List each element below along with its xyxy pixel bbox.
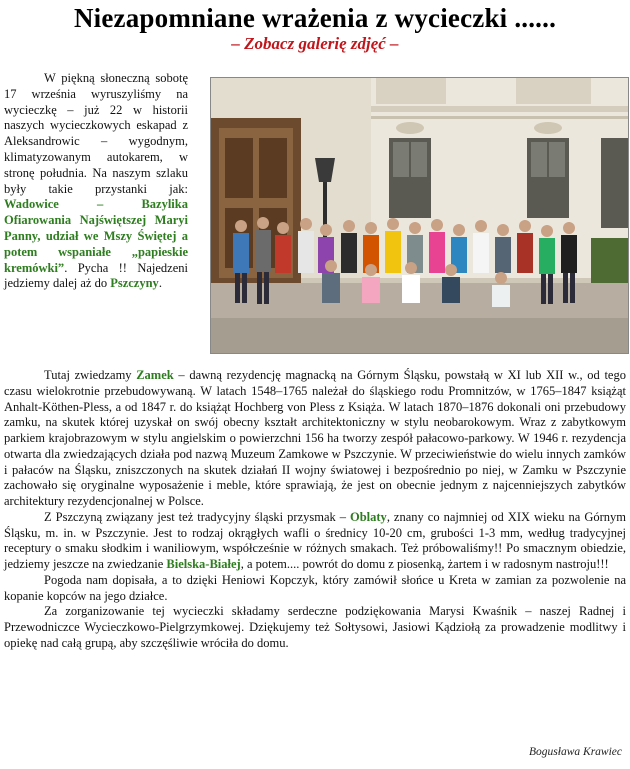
article-body [4,368,626,652]
paragraph-zamek [4,368,626,510]
highlight-oblaty: Oblaty [350,509,387,524]
paragraph-weather: Pogoda nam dopisała, a to dzięki Heniowi Kopczyk, który zamówił słońce u Kreta w zamian za pozwolenie na kopanie kopców na jego działce. [4,572,626,603]
paragraph-oblaty [4,510,626,573]
paragraph-text: , znany co najmniej od XIX wieku na Górnym Śląsku, m. in. w Pszczynie. Jest to rodzaj okrągłych wafli o średnicy 10-20 cm, grubości 1-3 mm, według tradycyjnej receptury o smaku słodkim i waniliowym, współcześnie w różnych smakach. Też próbowaliśmy!! Po smacznym obiedzie, jedziemy jeszcze na zwiedzanie [4,509,627,571]
intro-text-middle: . Pycha !! Najedzeni jedziemy dalej aż do [4,260,188,291]
group-photo [210,77,629,354]
highlight-pszczyna: Pszczyny [110,276,159,291]
paragraph-text: , a potem.... powrót do domu z piosenką, żartem i w radosnym nastroju!!! [240,557,609,571]
article-title: Niezapomniane wrażenia z wycieczki ...... [73,3,557,33]
group-photo-illustration [211,78,628,353]
highlight-wadowice: Wadowice – Bazylika Ofiarowania Najświętszej Maryi Panny, udział we Mszy Świętej a potem wspaniałe „papieskie kremówki” [4,197,188,275]
highlight-bielsko-biala: Bielska-Białej [166,557,241,571]
paragraph-text: – dawną rezydencję magnacką na Górnym Śląsku, powstałą w XI lub XII w., od tego czasu wielokrotnie przebudowywaną. W latach 1548–1765 należał do śląskiego rodu Promnitzów, w 1765–1847 książąt Anhalt-Köthen-Pless, a od 1847 r. do książąt Hochberg von Pless z Książa. W latach 1870–1876 dokonali oni przebudowy zamku, na skutek której uzyskał on swój obecny kształt architektoniczny w stylu neobarokowym. Wraz z zabytkowym parkiem krajobrazowym w stylu angielskim o powierzchni 156 ha tworzy zespół pałacowo-parkowy. W 1946 r. rezydencja otwarta dla zwiedzających działa pod nazwą Muzeum Zamkowe w Pszczynie. W przeciwieństwie do wielu innych zamków i pałaców na Śląsku, zniszczonych na skutek działań II wojny światowej i bezpośrednio po niej, w Zamku w Pszczynie zachowało się oryginalne wyposażenie i meble, które sprawiają, że jest on obecnie jednym z najcenniejszych zabytków architektury rezydencjonalnej w Polsce. [4,368,626,508]
author-signature: Bogusława Krawiec [529,746,622,758]
paragraph-thanks: Za zorganizowanie tej wycieczki składamy serdeczne podziękowania Marysi Kwaśnik – naszej Radnej i Przewodniczce Wycieczkowo-Pielgrzymkowej. Dziękujemy też Sołtysowi, Jasiowi Kądziołą za prowadzenie modlitwy i opiekę nad całą grupą, aby szczęśliwie wróciła do domu. [4,604,626,650]
gallery-link[interactable]: – Zobacz galerię zdjęć – [231,34,399,53]
paragraph-text: Tutaj zwiedzamy [44,368,137,382]
intro-paragraph [4,71,188,292]
intro-text-end: . [158,276,162,291]
highlight-zamek: Zamek [136,368,174,382]
intro-column [4,71,188,292]
intro-text: W piękną słoneczną sobotę 17 września wyruszyliśmy na wycieczkę – już 22 w historii naszych wycieczkowych eskapad z Aleksandrowic – wygodnym, klimatyzowanym autokarem, w stronę południa. Na naszym szlaku były takie przystanki jak: [4,71,188,196]
paragraph-text: Z Pszczyną związany jest też tradycyjny śląski przysmak – [44,509,350,524]
